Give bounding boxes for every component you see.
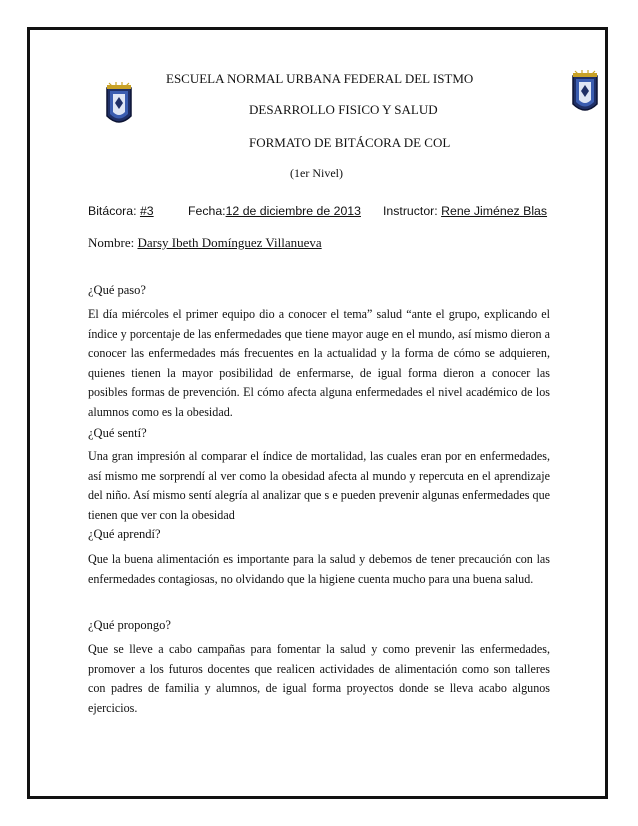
format-title: FORMATO DE BITÁCORA DE COL <box>249 135 451 150</box>
instructor-value: Rene Jiménez Blas <box>441 204 548 218</box>
answer-que-paso: El día miércoles el primer equipo dio a conocer el tema” salud “ante el grupo, explicando el índice y porcentaje de las enfermedades que tiene mayor auge en el mundo, así mismo dieron a conocer las enfermedades más frecuentes en la actualidad y la forma de cómo se adquieren, quienes tienen la mayor posibilidad de enfermarse, de igual forma dieron a conocer las posibles formas de prevención. El cómo afecta alguna enfermedades el nivel académico de los alumnos como es la obesidad. <box>88 307 550 419</box>
fecha-field <box>188 204 361 218</box>
bitacora-field <box>88 204 154 218</box>
question-que-senti: ¿Qué sentí? <box>88 426 147 440</box>
left-school-crest-icon <box>104 82 134 130</box>
instructor-field <box>383 204 547 218</box>
student-name-field <box>88 235 322 251</box>
bitacora-value: #3 <box>139 204 154 218</box>
answer-que-senti: Una gran impresión al comparar el índice de mortalidad, las cuales eran por en enfermedades, así mismo me sorprendí al ver como la obesidad afecta al mundo y repercuta en el aprendizaje del niño. Así mismo sentí alegría al analizar que s e pueden prevenir algunas enfermedades que tienen que ver con la obesidad <box>88 449 550 522</box>
answer-que-aprendi: Que la buena alimentación es importante para la salud y debemos de tener precaución con las enfermedades contagiosas, no olvidando que la higiene cuenta mucho para una buena salud. <box>88 552 550 586</box>
question-que-propongo: ¿Qué propongo? <box>88 618 171 632</box>
student-name-value: Darsy Ibeth Domínguez Villanueva <box>137 235 322 250</box>
student-name-label: Nombre: <box>88 235 138 250</box>
bitacora-label: Bitácora: <box>88 204 140 218</box>
fecha-value: 12 de diciembre de 2013 <box>225 204 361 218</box>
school-name: ESCUELA NORMAL URBANA FEDERAL DEL ISTMO <box>166 71 474 86</box>
right-school-crest-icon <box>570 70 600 118</box>
course-name: DESARROLLO FISICO Y SALUD <box>249 102 438 117</box>
fecha-label: Fecha: <box>188 204 226 218</box>
question-que-paso: ¿Qué paso? <box>88 283 146 297</box>
question-que-aprendi: ¿Qué aprendí? <box>88 527 161 541</box>
answer-que-propongo: Que se lleve a cabo campañas para fomentar la salud y como prevenir las enfermedades, promover a los futuros docentes que realicen actividades de alimentación como son talleres con padres de familia y alumnos, de igual forma proyectos donde se lleva acabo algunos ejercicios. <box>88 642 550 715</box>
level-label: (1er Nivel) <box>290 166 343 180</box>
instructor-label: Instructor: <box>383 204 442 218</box>
